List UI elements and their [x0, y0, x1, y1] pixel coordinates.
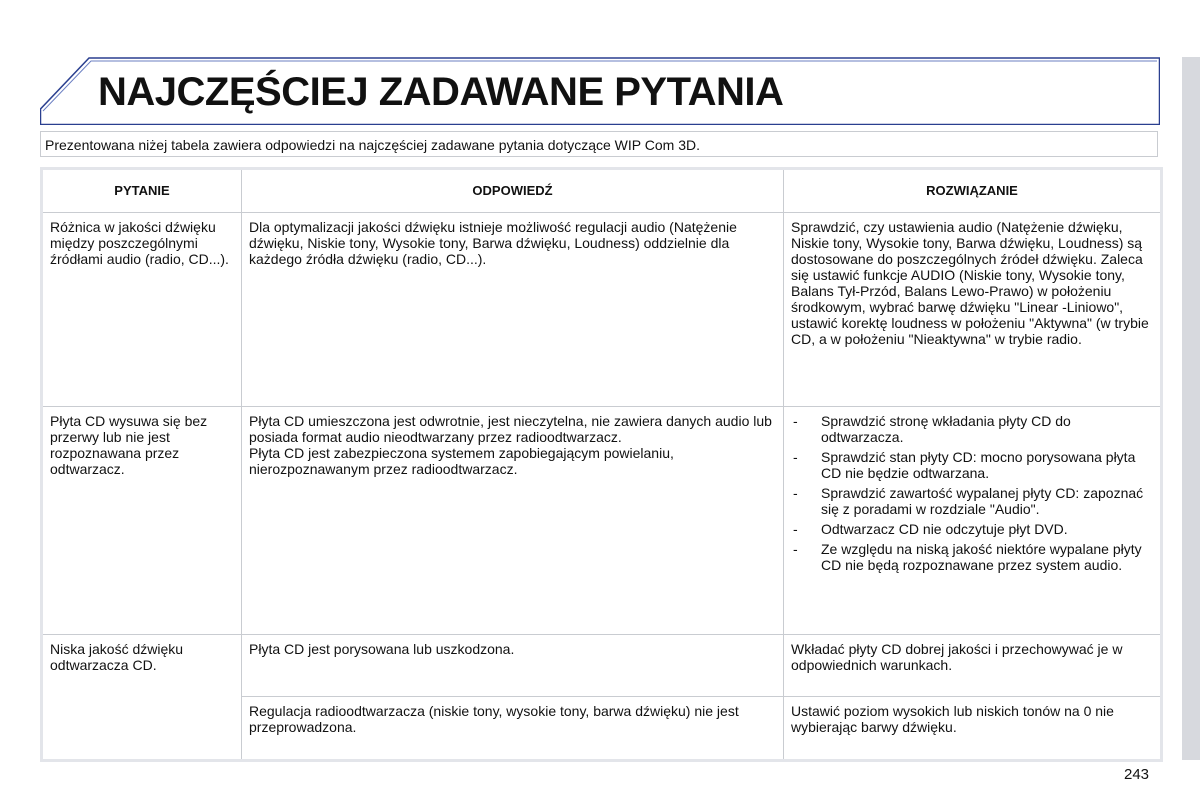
header-solution: ROZWIĄZANIE [784, 169, 1162, 213]
answer-cell: Płyta CD jest porysowana lub uszkodzona. [242, 635, 784, 697]
page-number: 243 [1124, 766, 1150, 783]
intro-text: Prezentowana niżej tabela zawiera odpowiedzi na najczęściej zadawane pytania dotyczące WIP Com 3D. [40, 131, 1158, 157]
solution-cell: Sprawdzić, czy ustawienia audio (Natężenie dźwięku, Niskie tony, Wysokie tony, Barwa dźwięku, Loudness) są dostosowane do poszczególnych źródeł dźwięku. Zaleca się ustawić funkcje AUDIO (Niskie tony, Wysokie tony, Balans Tył-Przód, Balans Lewo-Prawo) w położeniu środkowym, wybrać barwę dźwięku "Linear -Liniowo", ustawić korektę loudness w położeniu "Aktywna" (w trybie CD, a w położeniu "Nieaktywna" w trybie radio. [784, 213, 1162, 407]
question-cell: Niska jakość dźwięku odtwarzacza CD. [42, 635, 242, 761]
table-row [42, 635, 1162, 697]
solution-cell [784, 407, 1162, 635]
faq-table [40, 167, 1163, 762]
table-row [42, 407, 1162, 635]
answer-cell: Dla optymalizacji jakości dźwięku istnieje możliwość regulacji audio (Natężenie dźwięku, Niskie tony, Wysokie tony, Barwa dźwięku, Loudness) oddzielnie dla każdego źródła dźwięku (radio, CD...). [242, 213, 784, 407]
question-cell: Różnica w jakości dźwięku między poszczególnymi źródłami audio (radio, CD...). [42, 213, 242, 407]
solution-cell: Wkładać płyty CD dobrej jakości i przechowywać je w odpowiednich warunkach. [784, 635, 1162, 697]
header-answer: ODPOWIEDŹ [242, 169, 784, 213]
table-row [42, 213, 1162, 407]
list-item: - Sprawdzić stronę wkładania płyty CD do odtwarzacza. [791, 413, 1154, 445]
answer-line: Płyta CD jest zabezpieczona systemem zapobiegającym powielaniu, nierozpoznawanym przez radioodtwarzacz. [249, 445, 674, 477]
answer-cell [242, 407, 784, 635]
list-item: - Ze względu na niską jakość niektóre wypalane płyty CD nie będą rozpoznawane przez system audio. [791, 541, 1154, 573]
solution-list [791, 413, 1154, 573]
list-item: - Sprawdzić zawartość wypalanej płyty CD: zapoznać się z poradami w rozdziale "Audio". [791, 485, 1154, 517]
page-title: NAJCZĘŚCIEJ ZADAWANE PYTANIA [98, 70, 784, 114]
header-question: PYTANIE [42, 169, 242, 213]
solution-cell: Ustawić poziom wysokich lub niskich tonów na 0 nie wybierając barwy dźwięku. [784, 697, 1162, 761]
list-item: - Sprawdzić stan płyty CD: mocno porysowana płyta CD nie będzie odtwarzana. [791, 449, 1154, 481]
answer-line: Płyta CD umieszczona jest odwrotnie, jest nieczytelna, nie zawiera danych audio lub posiada format audio nieodtwarzany przez radioodtwarzacz. [249, 413, 772, 445]
question-cell: Płyta CD wysuwa się bez przerwy lub nie jest rozpoznawana przez odtwarzacz. [42, 407, 242, 635]
table-header-row [42, 169, 1162, 213]
side-tab-bar [1182, 57, 1200, 760]
list-item: - Odtwarzacz CD nie odczytuje płyt DVD. [791, 521, 1154, 537]
answer-cell: Regulacja radioodtwarzacza (niskie tony, wysokie tony, barwa dźwięku) nie jest przeprowadzona. [242, 697, 784, 761]
